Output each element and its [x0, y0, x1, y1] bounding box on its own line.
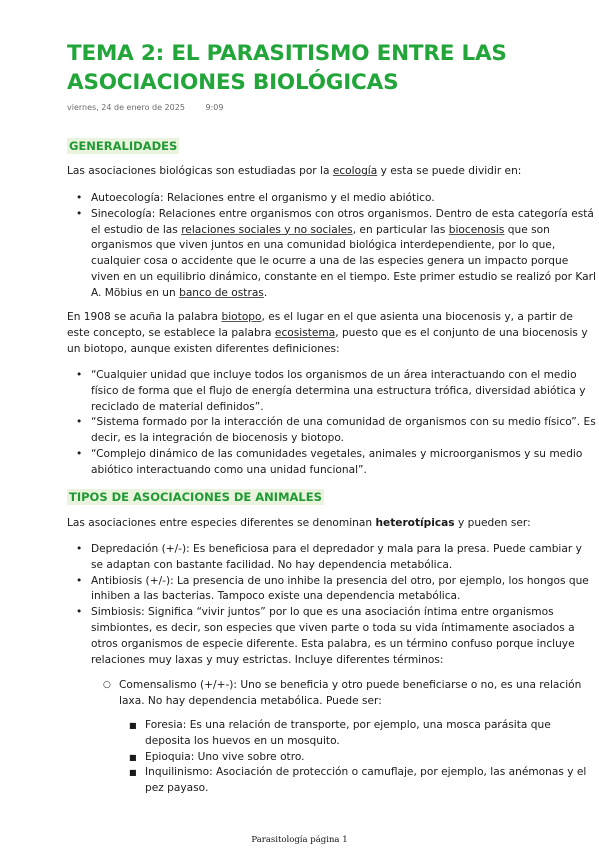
text-run: , en particular las: [352, 223, 449, 236]
link-relaciones[interactable]: relaciones sociales y no sociales: [181, 223, 353, 236]
list-item: [67, 542, 597, 574]
paragraph-biotopo: [67, 310, 589, 357]
link-ecologia[interactable]: ecología: [332, 165, 378, 177]
list-item: [67, 447, 597, 479]
text-run: Las asociaciones entre especies diferentes se denominan: [67, 517, 376, 529]
page-time: 9:09: [205, 103, 224, 112]
square-bullet-icon: ■: [129, 721, 137, 730]
list-item-text: Autoecología: Relaciones entre el organismo y el medio abiótico.: [91, 192, 435, 204]
list-item-text: Depredación (+/-): Es beneficiosa para el depredador y mala para la presa. Puede cambiar y se adaptan con bastante facilidad. No hay dependencia metabólica.: [91, 543, 582, 571]
list-item: [67, 574, 597, 606]
list-simbiosis-terms: [95, 678, 597, 710]
text-run: , puesto que es el conjunto de una biocenosis y un biotopo, aunque existen diferentes definiciones:: [67, 326, 588, 355]
text-run: que son organismos que viven juntos en una comunidad biológica interdependiente, por lo que, cualquier cosa o accidente que le ocurre a una de las especies genera un impacto porque viven en un equilibrio dinámico, constante en el tiempo. Este primer estudio se realizó por Karl A. Möbius en un: [91, 223, 596, 299]
section-heading-tipos: TIPOS DE ASOCIACIONES DE ANIMALES: [69, 490, 322, 504]
list-item-text: Inquilinismo: Asociación de protección o camuflaje, por ejemplo, las anémonas y el pez payaso.: [145, 766, 587, 795]
circle-bullet-icon: ○: [103, 680, 111, 690]
page-footer: Parasitología página 1: [251, 835, 348, 845]
section-heading-generalidades: GENERALIDADES: [69, 139, 178, 153]
list-item-text: Foresia: Es una relación de transporte, por ejemplo, una mosca parásita que deposita los huevos en un mosquito.: [145, 719, 551, 747]
list-item: [95, 678, 597, 710]
list-item-text: “Cualquier unidad que incluye todos los organismos de un área interactuando con el medio físico de forma que el flujo de energía determina una estructura trófica, diversidad abiótica y reciclado de material definidos”.: [91, 369, 586, 413]
list-item: [67, 415, 597, 447]
bullet-icon: •: [76, 416, 83, 429]
bullet-icon: •: [76, 447, 83, 460]
list-item-text: Epioquia: Uno vive sobre otro.: [145, 750, 305, 763]
paragraph-heterotipicas: [67, 516, 589, 532]
text-run: y pueden ser:: [454, 517, 531, 529]
list-definitions: [67, 368, 597, 479]
text-run: Las asociaciones biológicas son estudiadas por la: [67, 165, 333, 177]
list-item-text: Comensalismo (+/+-): Uno se beneficia y otro puede beneficiarse o no, es una relación laxa. No hay dependencia metabólica. Puede ser:: [119, 679, 582, 707]
page-meta: [67, 103, 241, 112]
link-ecosistema[interactable]: ecosistema: [274, 326, 336, 339]
text-run: En 1908 se acuña la palabra: [67, 311, 222, 323]
list-item: [67, 191, 597, 207]
list-item: [121, 750, 597, 766]
text-run: y esta se puede dividir en:: [377, 165, 522, 177]
bullet-icon: •: [76, 543, 83, 555]
bullet-icon: •: [76, 606, 83, 619]
list-association-types: [67, 542, 597, 668]
list-ecology-branches: [67, 191, 597, 302]
bullet-icon: •: [76, 574, 83, 587]
list-item-text: “Sistema formado por la interacción de una comunidad de organismos con su medio físico”. Es decir, es la integración de biocenosis y biotopo.: [91, 416, 596, 445]
list-item: [121, 718, 597, 750]
list-item-text: Simbiosis: Significa “vivir juntos” por lo que es una asociación íntima entre organismos simbiontes, es decir, son especies que viven parte o toda su vida íntimamente asociados a otros organismos de especie diferente. Esta palabra, es un término confuso porque incluye relaciones muy laxas y muy estrictas. Incluye diferentes términos:: [91, 606, 575, 666]
list-item: [121, 765, 597, 797]
square-bullet-icon: ■: [129, 768, 137, 778]
bold-term: heterotípicas: [375, 517, 455, 529]
text-run: , es el lugar en el que asienta una biocenosis y, a partir de este concepto, se establece la palabra: [67, 311, 573, 339]
bullet-icon: •: [76, 192, 83, 204]
page-title: TEMA 2: EL PARASITISMO ENTRE LAS ASOCIACIONES BIOLÓGICAS: [67, 41, 507, 95]
paragraph-intro: [67, 164, 589, 180]
list-item: [67, 368, 597, 415]
bullet-icon: •: [76, 369, 83, 381]
page-date: viernes, 24 de enero de 2025: [67, 103, 185, 112]
link-banco-ostras[interactable]: banco de ostras: [179, 286, 264, 299]
link-biotopo[interactable]: biotopo: [221, 311, 262, 323]
text-run: Sinecología: Relaciones entre organismos con otros organismos. Dentro de esta categoría está el estudio de las: [91, 207, 594, 236]
list-item-text: “Complejo dinámico de las comunidades vegetales, animales y microorganismos y su medio abiótico interactuando como una unidad funcional”.: [91, 447, 583, 476]
square-bullet-icon: ■: [129, 752, 137, 762]
list-item-text: Antibiosis (+/-): La presencia de uno inhibe la presencia del otro, por ejemplo, los hongos que inhiben a las bacterias. Tampoco existe una dependencia metabólica.: [91, 574, 589, 603]
list-comensalismo-types: [121, 718, 597, 797]
list-item: [67, 605, 597, 668]
list-item: [67, 207, 597, 302]
text-run: .: [263, 286, 268, 299]
bullet-icon: •: [76, 207, 83, 220]
link-biocenosis[interactable]: biocenosis: [448, 223, 505, 236]
